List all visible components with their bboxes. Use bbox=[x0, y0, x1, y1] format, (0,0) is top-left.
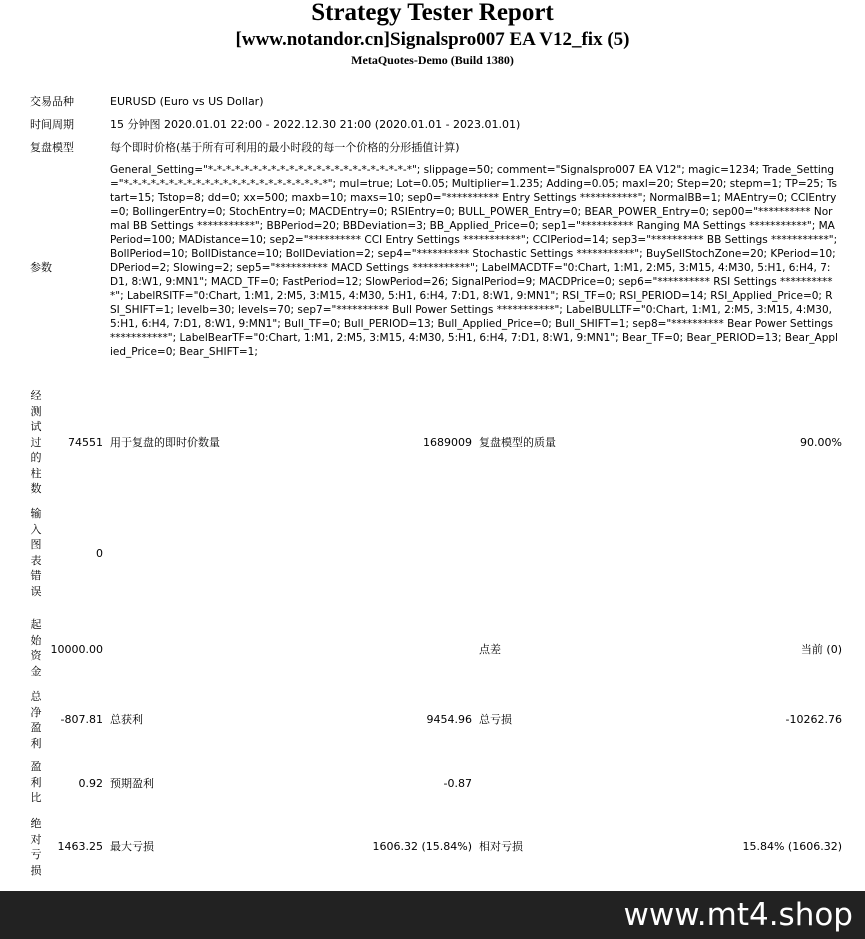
report-title: Strategy Tester Report bbox=[311, 0, 554, 26]
spread-value: 当前 (0) bbox=[800, 643, 842, 656]
symbol-value: EURUSD (Euro vs US Dollar) bbox=[110, 95, 264, 108]
pf-label: 盈利比 bbox=[30, 760, 42, 804]
quality-value: 90.00% bbox=[800, 436, 842, 449]
maxdd-value: 1606.32 (15.84%) bbox=[372, 840, 472, 853]
pf-value: 0.92 bbox=[78, 777, 103, 790]
ticks-label: 用于复盘的即时价数量 bbox=[110, 436, 220, 449]
spread-label: 点差 bbox=[479, 643, 501, 656]
grossprofit-label: 总获利 bbox=[110, 713, 143, 726]
maxdd-label: 最大亏损 bbox=[110, 840, 154, 853]
ticks-value: 1689009 bbox=[423, 436, 472, 449]
expected-label: 预期盈利 bbox=[110, 777, 154, 790]
netprofit-value: -807.81 bbox=[60, 713, 103, 726]
model-value: 每个即时价格(基于所有可利用的最小时段的每一个价格的分形插值计算) bbox=[110, 141, 460, 154]
period-label: 时间周期 bbox=[30, 118, 74, 131]
errors-label: 输入图表错误 bbox=[30, 507, 42, 598]
reldd-value: 15.84% (1606.32) bbox=[742, 840, 842, 853]
bars-label: 经测试过的柱数 bbox=[30, 389, 42, 495]
netprofit-label: 总净盈利 bbox=[30, 690, 42, 750]
grossloss-label: 总亏损 bbox=[479, 713, 512, 726]
report-subtitle: [www.notandor.cn]Signalspro007 EA V12_fix (5) bbox=[235, 29, 630, 50]
quality-label: 复盘模型的质量 bbox=[479, 436, 556, 449]
reldd-label: 相对亏损 bbox=[479, 840, 523, 853]
expected-value: -0.87 bbox=[443, 777, 472, 790]
watermark-text: www.mt4.shop bbox=[623, 897, 853, 933]
symbol-label: 交易品种 bbox=[30, 95, 74, 108]
grossprofit-value: 9454.96 bbox=[426, 713, 472, 726]
errors-value: 0 bbox=[96, 547, 103, 560]
params-label: 参数 bbox=[30, 261, 52, 274]
bars-value: 74551 bbox=[68, 436, 103, 449]
watermark-bar bbox=[0, 891, 865, 939]
absdd-value: 1463.25 bbox=[57, 840, 103, 853]
params-value: General_Setting="*-*-*-*-*-*-*-*-*-*-*-*-*-*-*-*-*-*-*-*-*-*-*"; slippage=50; comment="Signalspro007 EA V12"; magic=1234; Trade_Setting="*-*-*-*-*-*-*-*-*-*-*-*-*-*-*-*-*-*-*-*-*-*-*"; mul=true; Lot=0.05; Multiplier=1.235; Adding=0.05; maxl=20; Step=20; stepm=1; TP=25; Tstart=15; Tstop=8; dd=0; xx=500; maxb=10; maxs=10; sep0="********** Entry Settings ***********"; NormalBB=1; MAEntry=0; CCIEntry=0; BollingerEntry=0; StochEntry=0; MACDEntry=0; RSIEntry=0; BULL_POWER_Entry=0; BEAR_POWER_Entry=0; sep00="********** Normal BB Settings ***********"; BBPeriod=20; BBDeviation=3; BB_Applied_Price=0; sep1="********** Ranging MA Settings ***********"; MAPeriod=100; MADistance=10; sep2="********** CCI Entry Settings ***********"; CCIPeriod=14; sep3="********** BB Settings ***********"; BollPeriod=10; BollDistance=10; BollDeviation=2; sep4="********** Stochastic Settings ***********"; BuySellStochZone=20; KPeriod=10; DPeriod=2; Slowing=2; sep5="********** MACD Settings ***********"; LabelMACDTF="0:Chart, 1:M1, 2:M5, 3:M15, 4:M30, 5:H1, 6:H4, 7:D1, 8:W1, 9:MN1"; MACD_TF=0; FastPeriod=12; SlowPeriod=26; SignalPeriod=9; MACDPrice=0; sep6="********** RSI Settings ***********"; LabelRSITF="0:Chart, 1:M1, 2:M5, 3:M15, 4:M30, 5:H1, 6:H4, 7:D1, 8:W1, 9:MN1"; RSI_TF=0; RSI_PERIOD=14; RSI_Applied_Price=0; RSI_SHIFT=1; levelb=30; levels=70; sep7="********** Bull Power Settings ***********"; LabelBULLTF="0:Chart, 1:M1, 2:M5, 3:M15, 4:M30, 5:H1, 6:H4, 7:D1, 8:W1, 9:MN1"; Bull_TF=0; Bull_PERIOD=13; Bull_Applied_Price=0; Bull_SHIFT=1; sep8="********** Bear Power Settings ***********"; LabelBearTF="0:Chart, 1:M1, 2:M5, 3:M15, 4:M30, 5:H1, 6:H4, 7:D1, 8:W1, 9:MN1"; Bear_TF=0; Bear_PERIOD=13; Bear_Applied_Price=0; Bear_SHIFT=1; bbox=[110, 164, 838, 358]
model-label: 复盘模型 bbox=[30, 141, 74, 154]
deposit-label: 起始资金 bbox=[30, 618, 42, 678]
absdd-label: 绝对亏损 bbox=[30, 817, 42, 877]
report-build: MetaQuotes-Demo (Build 1380) bbox=[351, 53, 514, 67]
period-value: 15 分钟图 2020.01.01 22:00 - 2022.12.30 21:00 (2020.01.01 - 2023.01.01) bbox=[110, 118, 521, 131]
grossloss-value: -10262.76 bbox=[785, 713, 842, 726]
deposit-value: 10000.00 bbox=[50, 643, 103, 656]
